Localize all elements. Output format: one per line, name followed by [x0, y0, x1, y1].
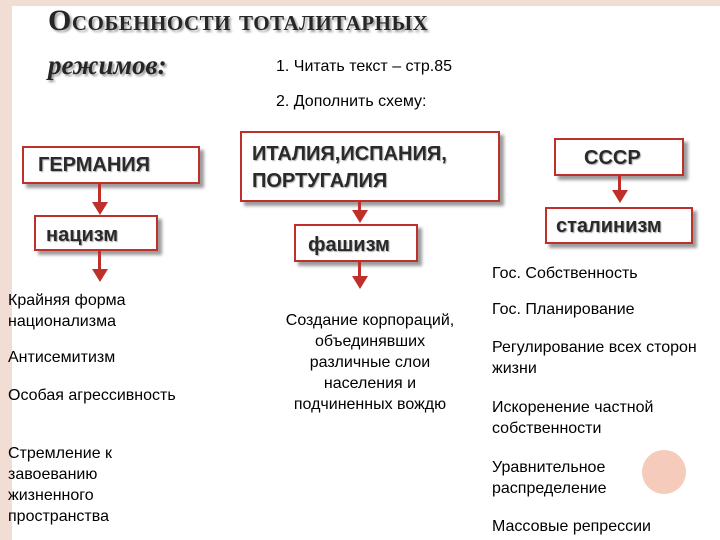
slide-title-line2: режимов:: [48, 50, 167, 80]
country-box-germany: [22, 146, 200, 184]
country-label-italy-line2: ПОРТУГАЛИЯ: [252, 170, 388, 192]
feature-ussr-1: Гос. Собственность: [492, 265, 638, 282]
regime-label-fascism: фашизм: [308, 234, 390, 256]
regime-box-nazism: [34, 215, 158, 251]
country-box-italy-spain-portugal: [240, 131, 500, 202]
regime-label-nazism: нацизм: [46, 224, 119, 246]
country-label-italy-line1: ИТАЛИЯ,ИСПАНИЯ,: [252, 143, 447, 165]
feature-ussr-2: Гос. Планирование: [492, 301, 635, 318]
regime-box-fascism: [294, 224, 418, 262]
feature-ussr-5: Уравнительное распределение: [492, 459, 607, 497]
regime-box-stalinism: [545, 207, 693, 244]
arrow-germany-1: [98, 184, 101, 204]
arrow-head-germany-2: [92, 269, 108, 282]
arrow-head-germany-1: [92, 202, 108, 215]
arrow-germany-2: [98, 251, 101, 271]
arrow-head-ussr-1: [612, 190, 628, 203]
task-2: 2. Дополнить схему:: [276, 93, 427, 110]
arrow-head-italy-1: [352, 210, 368, 223]
feature-ussr-6: Массовые репрессии: [492, 518, 651, 535]
task-1: 1. Читать текст – стр.85: [276, 58, 453, 75]
feature-germany-3: Особая агрессивность: [8, 387, 176, 404]
country-box-ussr: [554, 138, 684, 176]
country-label-ussr: СССР: [584, 147, 641, 169]
slide-title-line1: Особенности тоталитарных: [48, 4, 429, 37]
feature-germany-1: Крайняя форма национализма: [8, 292, 126, 330]
feature-ussr-4: Искоренение частной собственности: [492, 399, 654, 437]
feature-italy-1: Создание корпораций, объединявших различные слои населения и подчиненных вождю: [285, 312, 455, 413]
feature-ussr-3: Регулирование всех сторон жизни: [492, 339, 697, 377]
regime-label-stalinism: сталинизм: [556, 215, 662, 237]
arrow-head-italy-2: [352, 276, 368, 289]
feature-germany-4: Стремление к завоеванию жизненного пространства: [8, 445, 113, 525]
country-label-germany: ГЕРМАНИЯ: [38, 154, 151, 176]
feature-germany-2: Антисемитизм: [8, 349, 116, 366]
